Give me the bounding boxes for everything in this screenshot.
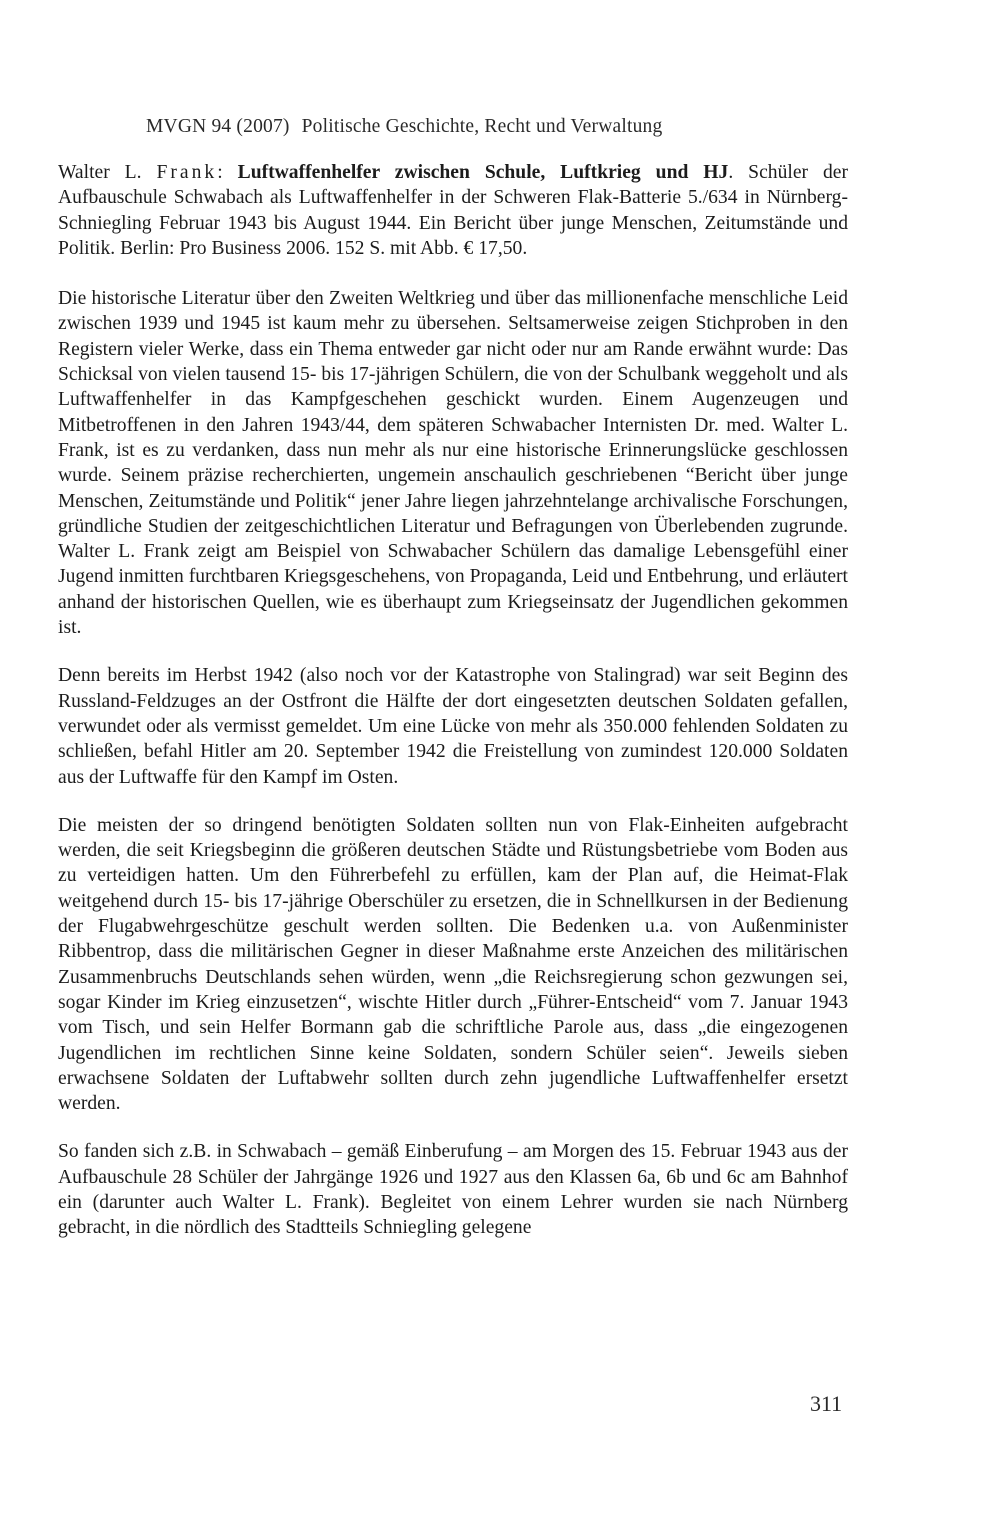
page-number: 311	[810, 1391, 843, 1416]
citation-details: . Schüler der Aufbauschule Schwabach als Luftwaffenhelfer in der Schweren Flak-Batterie 5./634 in Nürnberg-Schniegling Februar 1943 bis August 1944. Ein Bericht über junge Menschen, Zeitumstände und Politik. Berlin: Pro Business 2006. 152 S. mit Abb.	[58, 162, 848, 259]
citation-author-first: Walter L.	[58, 162, 142, 183]
running-head	[146, 116, 846, 138]
book-price: € 17,50.	[463, 237, 528, 259]
paragraph-3: Die meisten der so dringend benötigten Soldaten sollten nun von Flak-Einheiten aufgebracht werden, die seit Kriegsbeginn die größeren deutschen Städte und Rüstungsbetriebe vom Boden aus zu verteidigen hatten. Um den Führerbefehl zu erfüllen, kam der Plan auf, die Heimat-Flak weitgehend durch 15- bis 17-jährige Oberschüler zu ersetzen, die in Schnellkursen in der Bedienung der Flugabwehrgeschütze geschult werden sollten. Die Bedenken u.a. von Außenminister Ribbentrop, dass die militärischen Gegner in dieser Maßnahme erste Anzeichen des militärischen Zusammenbruchs Deutschlands sehen würden, wenn „die Reichsregierung schon gezwungen sei, sogar Kinder im Krieg einzusetzen“, wischte Hitler durch „Führer-Entscheid“ vom 7. Januar 1943 vom Tisch, und sein Helfer Bormann gab die schriftliche Parole aus, dass „die eingezogenen Jugendlichen im rechtlichen Sinne keine Soldaten, sondern Schüler seien“. Jeweils sieben erwachsene Soldaten der Luftabwehr sollten durch zehn jugendliche Luftwaffenhelfer ersetzt werden.	[58, 814, 848, 1115]
book-title: Luftwaffenhelfer zwischen Schule, Luftkrieg und HJ	[237, 162, 729, 183]
book-citation	[58, 160, 848, 261]
paragraph-1: Die historische Literatur über den Zweiten Weltkrieg und über das millionenfache menschliche Leid zwischen 1939 und 1945 ist kaum mehr zu übersehen. Seltsamerweise zeigen Stichproben in den Registern vieler Werke, dass ein Thema entweder gar nicht oder nur am Rande erwähnt wurde: Das Schicksal von vielen tausend 15- bis 17-jährigen Schülern, die von der Schulbank weggeholt und als Luftwaffenhelfer in das Kampfgeschehen geschickt wurden. Einem Augenzeugen und Mitbetroffenen in den Jahren 1943/44, dem späteren Schwabacher Internisten Dr. med. Walter L. Frank, ist es zu verdanken, dass nun mehr als nur eine historische Erinnerungslücke geschlossen wurde. Seinem präzise recherchierten, ungemein anschaulich geschriebenen “Bericht über junge Menschen, Zeitumstände und Politik“ jener Jahre liegen jahrzehntelange archivalische Forschungen, gründliche Studien der zeitgeschichtlichen Literatur und Befragungen von Überlebenden zugrunde. Walter L. Frank zeigt am Beispiel von Schwabacher Schülern das damalige Lebensgefühl einer Jugend inmitten furchtbaren Kriegsgeschehens, von Propaganda, Leid und Entbehrung, und erläutert anhand der historischen Quellen, wie es überhaupt zum Kriegseinsatz der Jugendlichen gekommen ist.	[58, 288, 848, 639]
section-title: Politische Geschichte, Recht und Verwaltung	[301, 116, 663, 137]
review-body	[58, 160, 848, 1241]
citation-author-last: Frank	[156, 162, 218, 183]
journal-reference: MVGN 94 (2007)	[146, 116, 290, 137]
citation-separator: :	[217, 162, 223, 183]
paragraph-4: So fanden sich z.B. in Schwabach – gemäß Einberufung – am Morgen des 15. Februar 1943 aus der Aufbauschule 28 Schüler der Jahrgänge 1926 und 1927 aus den Klassen 6a, 6b und 6c am Bahnhof ein (darunter auch Walter L. Frank). Begleitet von einem Lehrer wurden sie nach Nürnberg gebracht, in die nördlich des Stadtteils Schniegling gelegene	[58, 1141, 848, 1239]
paragraph-2: Denn bereits im Herbst 1942 (also noch vor der Katastrophe von Stalingrad) war seit Beginn des Russland-Feldzuges an der Ostfront die Hälfte der dort eingesetzten deutschen Soldaten gefallen, verwundet oder als vermisst gemeldet. Um eine Lücke von mehr als 350.000 fehlenden Soldaten zu schließen, befahl Hitler am 20. September 1942 die Freistellung von zumindest 120.000 Soldaten aus der Luftwaffe für den Kampf im Osten.	[58, 665, 848, 788]
